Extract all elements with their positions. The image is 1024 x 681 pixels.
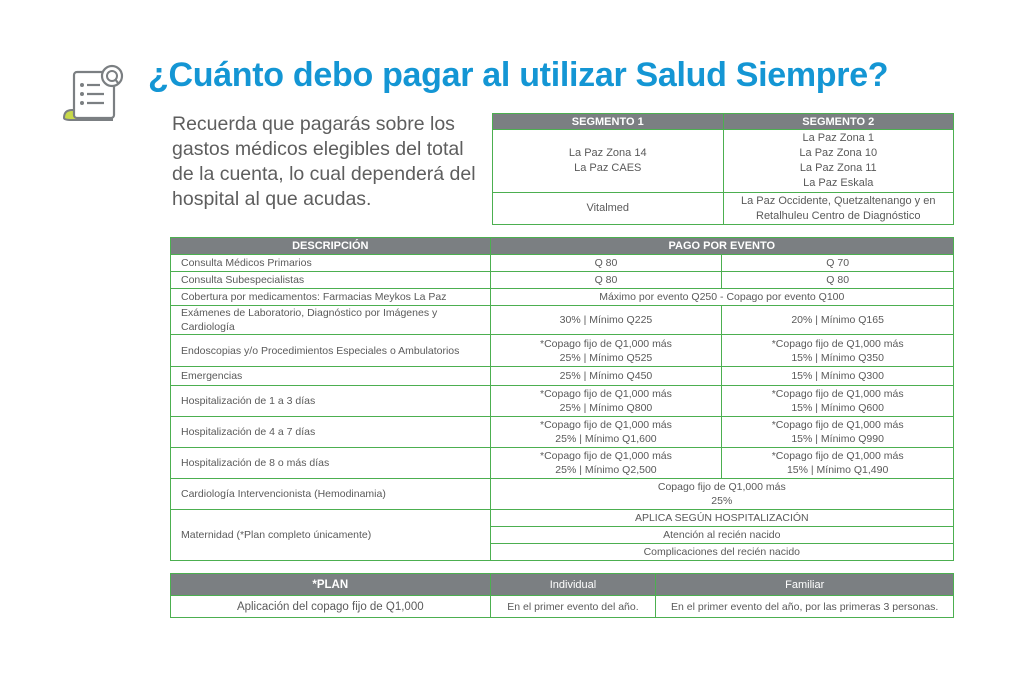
table-row [171, 596, 954, 618]
newborn-complications: Complicaciones del recién nacido [490, 544, 953, 561]
table-row [171, 367, 954, 386]
percent-line: 25% | Mínimo Q800 [559, 402, 653, 414]
row-label: Cardiología Intervencionista (Hemodinamia) [171, 479, 491, 510]
location: La Paz Zona 10 [799, 147, 878, 159]
page-title: ¿Cuánto debo pagar al utilizar Salud Siempre? [148, 56, 889, 94]
segment-2-value: 20% | Mínimo Q165 [722, 306, 954, 335]
table-row [171, 335, 954, 367]
payment-table [170, 237, 954, 561]
plan-table [170, 573, 954, 618]
row-label: Emergencias [171, 367, 491, 386]
copago-line: *Copago fijo de Q1,000 más [539, 419, 672, 431]
copago-line: *Copago fijo de Q1,000 más [539, 337, 672, 350]
copago-line: *Copago fijo de Q1,000 más [771, 388, 904, 400]
table-row [171, 510, 954, 527]
table-row [171, 479, 954, 510]
segment-1-value [490, 386, 722, 417]
copago-line: *Copago fijo de Q1,000 más [539, 450, 672, 462]
segment-1-value: Q 80 [490, 255, 722, 272]
segment-2-occidente: La Paz Occidente, Quetzaltenango y en Retalhuleu Centro de Diagnóstico [723, 193, 954, 225]
percent-line: 25% [711, 495, 733, 507]
percent-line: 15% | Mínimo Q990 [791, 433, 884, 445]
segment-2-value: Q 80 [722, 272, 954, 289]
segment-1-locations [493, 130, 724, 193]
newborn-care: Atención al recién nacido [490, 527, 953, 544]
table-row [171, 306, 954, 335]
segment-1-value: 30% | Mínimo Q225 [490, 306, 722, 335]
segment-1-header: SEGMENTO 1 [493, 114, 724, 130]
table-row [171, 417, 954, 448]
copago-line: *Copago fijo de Q1,000 más [771, 419, 904, 431]
combined-value: Máximo por evento Q250 - Copago por evento Q100 [490, 289, 953, 306]
combined-value [490, 479, 953, 510]
maternity-note: APLICA SEGÚN HOSPITALIZACIÓN [490, 510, 953, 527]
segment-2-value: 15% | Mínimo Q300 [722, 367, 954, 386]
segment-1-value: 25% | Mínimo Q450 [490, 367, 722, 386]
segment-2-value [722, 386, 954, 417]
location: La Paz Zona 11 [799, 162, 877, 174]
row-label: Maternidad (*Plan completo únicamente) [171, 510, 491, 561]
location: La Paz Zona 1 [802, 132, 875, 144]
individual-value: En el primer evento del año. [490, 596, 656, 618]
segment-2-value: Q 70 [722, 255, 954, 272]
location: La Paz CAES [574, 162, 642, 174]
segment-2-header: SEGMENTO 2 [723, 114, 954, 130]
segment-2-value [722, 417, 954, 448]
table-row [171, 272, 954, 289]
percent-line: 15% | Mínimo Q600 [791, 402, 884, 414]
row-label: Hospitalización de 8 o más días [171, 448, 491, 479]
row-label: Consulta Subespecialistas [171, 272, 491, 289]
copago-line: Copago fijo de Q1,000 más [657, 481, 786, 493]
segment-table [492, 113, 954, 225]
segment-2-value [722, 448, 954, 479]
row-label: Exámenes de Laboratorio, Diagnóstico por Imágenes y Cardiología [171, 306, 491, 335]
row-label: Cobertura por medicamentos: Farmacias Meykos La Paz [171, 289, 491, 306]
billing-document-search-icon [60, 60, 132, 132]
percent-line: 15% | Mínimo Q350 [791, 351, 884, 364]
location: La Paz Zona 14 [568, 147, 647, 159]
location: La Paz Eskala [803, 177, 874, 189]
segment-1-value [490, 417, 722, 448]
table-row [171, 386, 954, 417]
percent-line: 25% | Mínimo Q525 [559, 351, 653, 364]
familiar-header: Familiar [656, 574, 954, 596]
familiar-value: En el primer evento del año, por las primeras 3 personas. [656, 596, 954, 618]
percent-line: 25% | Mínimo Q2,500 [555, 464, 657, 476]
row-label: Hospitalización de 4 a 7 días [171, 417, 491, 448]
intro-text: Recuerda que pagarás sobre los gastos médicos elegibles del total de la cuenta, lo cual dependerá del hospital al que acudas. [172, 113, 476, 210]
table-row [171, 255, 954, 272]
segment-1-vitalmed: Vitalmed [493, 193, 724, 225]
row-label: Consulta Médicos Primarios [171, 255, 491, 272]
row-label: Endoscopias y/o Procedimientos Especiales o Ambulatorios [171, 335, 491, 367]
segment-1-value [490, 335, 722, 367]
individual-header: Individual [490, 574, 656, 596]
copago-line: *Copago fijo de Q1,000 más [539, 388, 672, 400]
plan-header: *PLAN [171, 574, 491, 596]
table-row [171, 448, 954, 479]
description-header: DESCRIPCIÓN [171, 238, 491, 255]
copago-line: *Copago fijo de Q1,000 más [771, 450, 904, 462]
percent-line: 25% | Mínimo Q1,600 [555, 433, 657, 445]
payment-header: PAGO POR EVENTO [490, 238, 953, 255]
segment-2-value [722, 335, 954, 367]
copago-line: *Copago fijo de Q1,000 más [771, 337, 904, 350]
table-row [171, 289, 954, 306]
row-label: Hospitalización de 1 a 3 días [171, 386, 491, 417]
segment-1-value: Q 80 [490, 272, 722, 289]
segment-1-value [490, 448, 722, 479]
percent-line: 15% | Mínimo Q1,490 [786, 464, 889, 476]
plan-row-label: Aplicación del copago fijo de Q1,000 [171, 596, 491, 618]
segment-2-locations [723, 130, 954, 193]
